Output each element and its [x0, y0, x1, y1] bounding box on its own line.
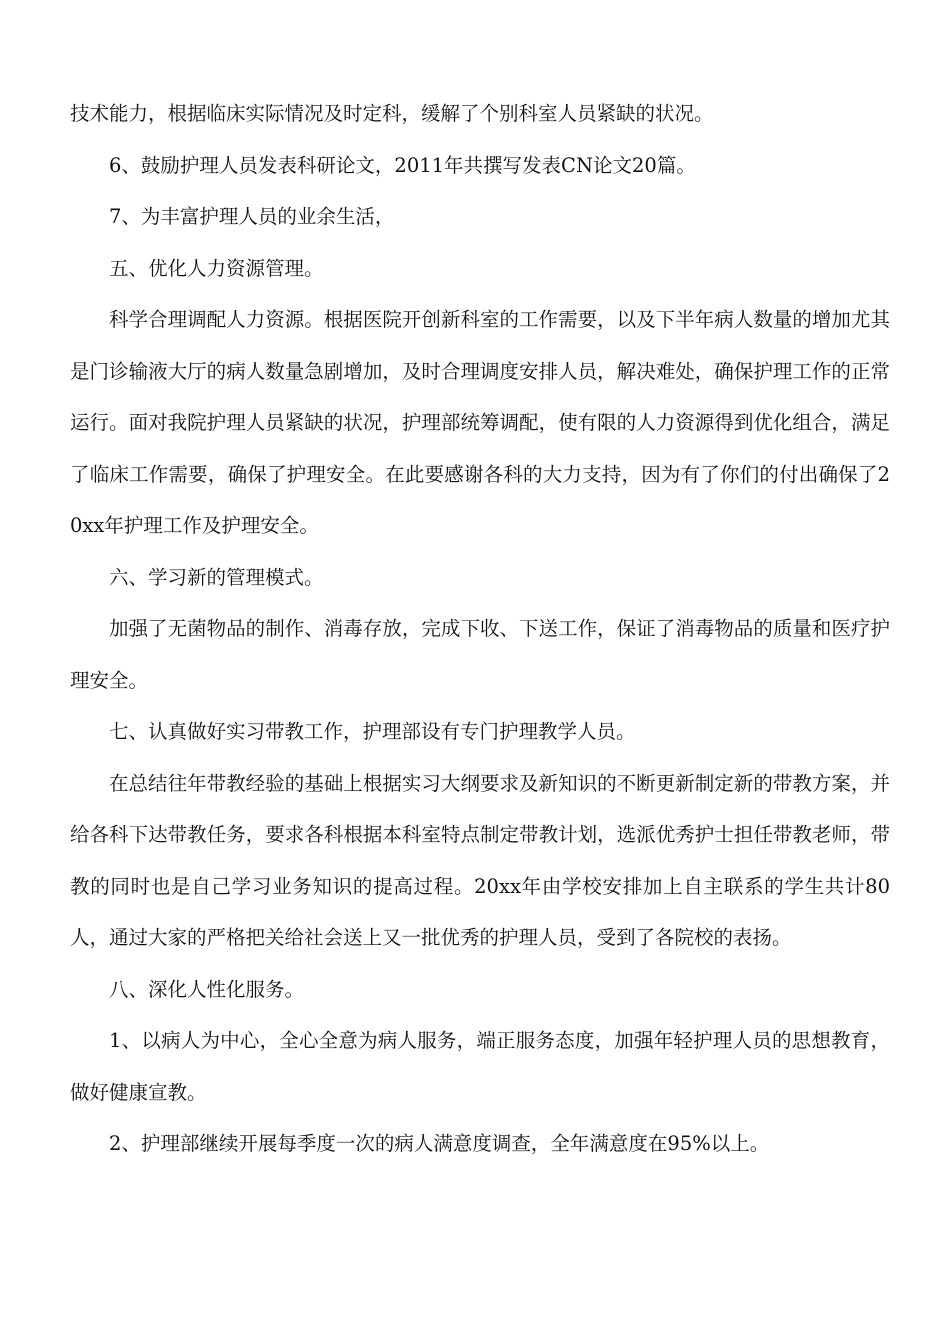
paragraph-hr-allocation: 科学合理调配人力资源。根据医院开创新科室的工作需要，以及下半年病人数量的增加尤其是门诊输液大厅的病人数量急剧增加，及时合理调度安排人员，解决难处，确保护理工作的正常运行。面对我院护理人员紧缺的状况，护理部统筹调配，使有限的人力资源得到优化组合，满足了临床工作需要，确保了护理安全。在此要感谢各科的大力支持，因为有了你们的付出确保了20xx年护理工作及护理安全。	[70, 308, 890, 537]
paragraph-sterile-supplies: 加强了无菌物品的制作、消毒存放，完成下收、下送工作，保证了消毒物品的质量和医疗护理安全。	[70, 617, 890, 692]
paragraph-teaching: 在总结往年带教经验的基础上根据实习大纲要求及新知识的不断更新制定新的带教方案，并给各科下达带教任务，要求各科根据本科室特点制定带教计划，选派优秀护士担任带教老师，带教的同时也是自己学习业务知识的提高过程。20xx年由学校安排加上自主联系的学生共计80人，通过大家的严格把关给社会送上又一批优秀的护理人员，受到了各院校的表扬。	[70, 771, 890, 949]
section-heading-5: 五、优化人力资源管理。	[109, 256, 324, 280]
paragraph-item-6: 6、鼓励护理人员发表科研论文，2011年共撰写发表CN论文20篇。	[109, 153, 696, 177]
paragraph-item-7: 7、为丰富护理人员的业余生活，	[109, 205, 395, 228]
section-heading-7: 七、认真做好实习带教工作，护理部设有专门护理教学人员。	[109, 720, 636, 743]
paragraph-service-1: 1、以病人为中心，全心全意为病人服务，端正服务态度，加强年轻护理人员的思想教育，做好健康宣教。	[70, 1029, 890, 1104]
section-heading-8: 八、深化人性化服务。	[109, 977, 305, 1001]
paragraph-continuation: 技术能力，根据临床实际情况及时定科，缓解了个别科室人员紧缺的状况。	[70, 102, 714, 125]
paragraph-service-2: 2、护理部继续开展每季度一次的病人满意度调查，全年满意度在95%以上。	[109, 1132, 770, 1155]
section-heading-6: 六、学习新的管理模式。	[109, 565, 324, 589]
document-body	[70, 88, 890, 1170]
